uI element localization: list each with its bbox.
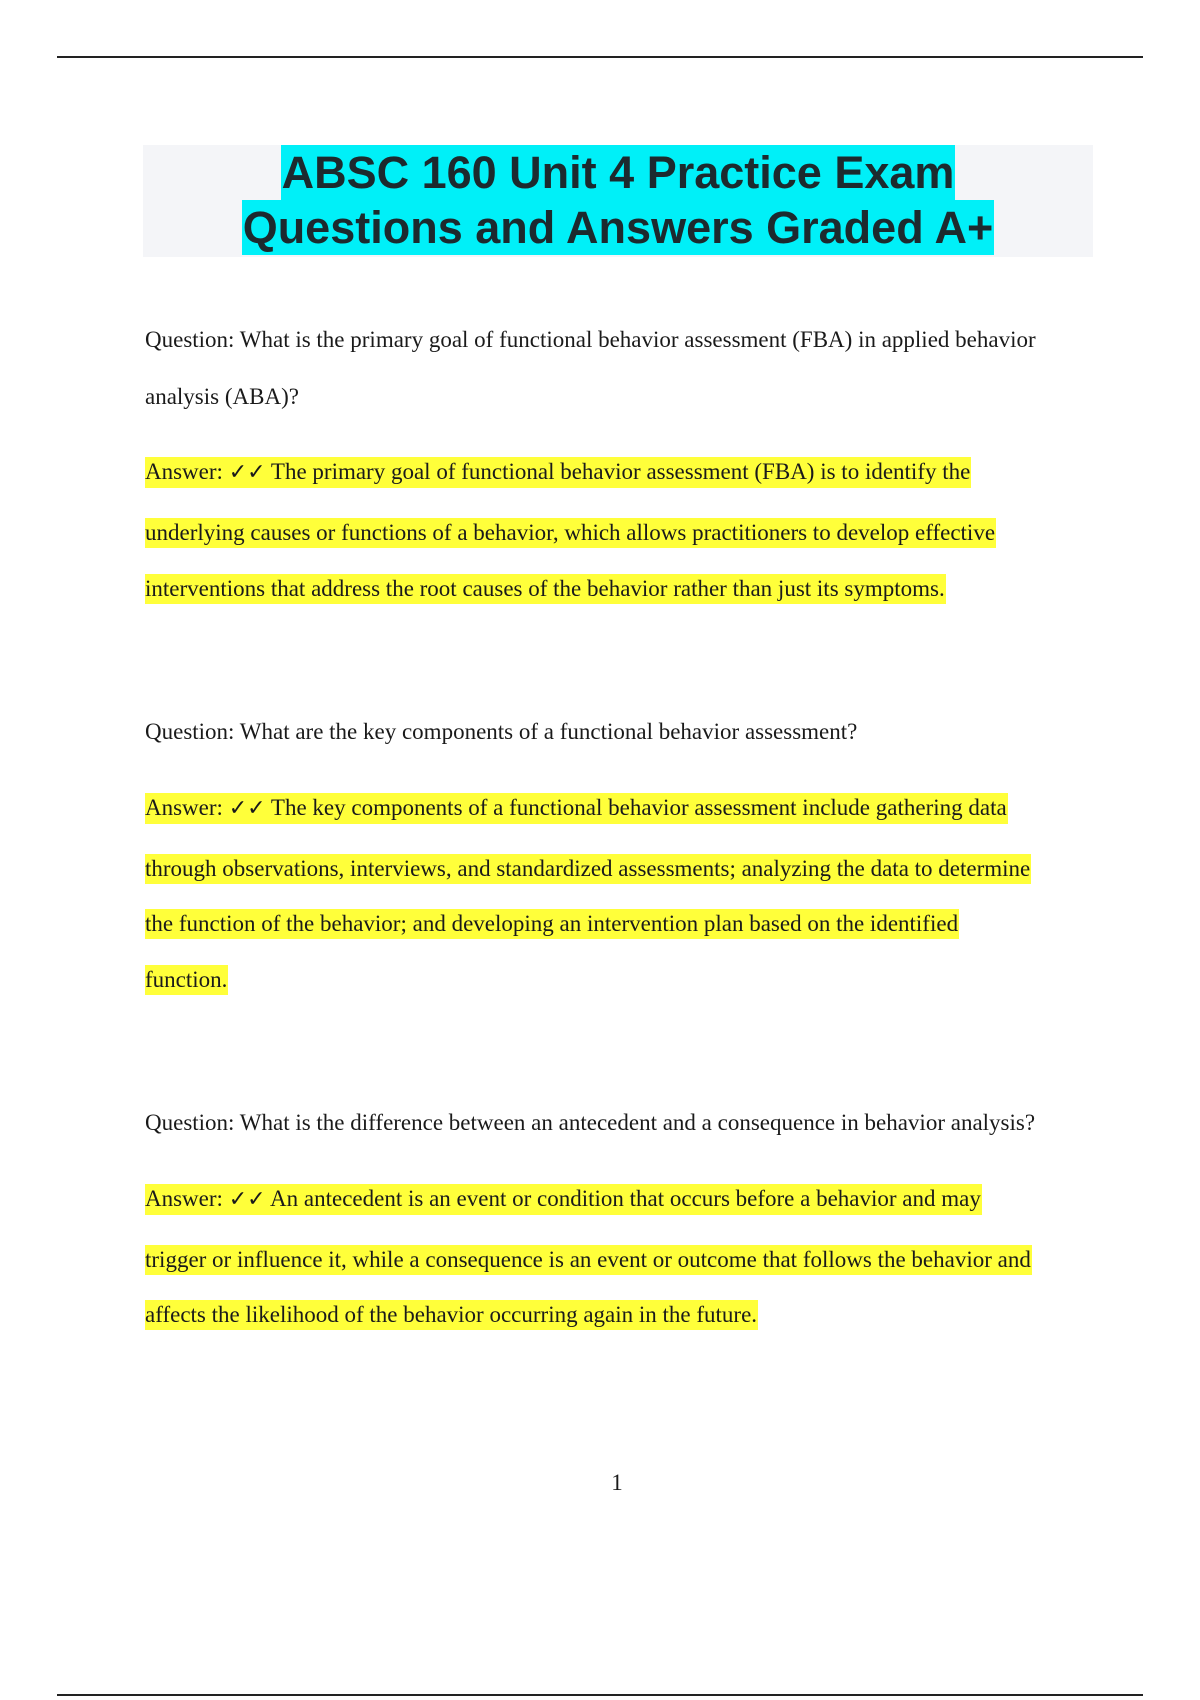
footer-rule [57,1694,1143,1696]
double-check-icon: ✓✓ [228,460,266,485]
page-number: 1 [611,1470,623,1495]
answer-text: The key components of a functional behavior assessment include gathering data [270,795,1007,820]
question-1-line-1: Question: What is the primary goal of functional behavior assessment (FBA) in applied behavior [145,327,1036,352]
answer-3-line-2: trigger or influence it, while a consequence is an event or outcome that follows the behavior and [145,1245,1032,1275]
answer-3-line-1 [145,1184,982,1215]
double-check-icon: ✓✓ [228,796,266,821]
document-title [143,145,1093,257]
answer-1-line-3: interventions that address the root causes of the behavior rather than just its symptoms. [145,574,946,604]
answer-prefix: Answer: [145,795,223,820]
answer-2-line-1 [145,793,1008,824]
question-1-line-2: analysis (ABA)? [145,384,299,409]
answer-1-line-2: underlying causes or functions of a behavior, which allows practitioners to develop effective [145,518,996,548]
title-line-2: Questions and Answers Graded A+ [242,202,994,253]
answer-2-line-3: the function of the behavior; and developing an intervention plan based on the identified [145,909,959,939]
answer-3-line-3: affects the likelihood of the behavior occurring again in the future. [145,1300,758,1330]
answer-2-line-2: through observations, interviews, and standardized assessments; analyzing the data to determine [145,854,1031,884]
answer-text: An antecedent is an event or condition that occurs before a behavior and may [270,1186,981,1211]
double-check-icon: ✓✓ [228,1187,266,1212]
answer-2-line-4: function. [145,965,228,995]
answer-prefix: Answer: [145,1186,223,1211]
answer-text: The primary goal of functional behavior assessment (FBA) is to identify the [270,459,971,484]
question-2-line-1: Question: What are the key components of a functional behavior assessment? [145,719,858,744]
header-rule [57,56,1143,58]
question-3-line-1: Question: What is the difference between an antecedent and a consequence in behavior analysis? [145,1110,1036,1135]
answer-1-line-1 [145,457,971,488]
title-line-1: ABSC 160 Unit 4 Practice Exam [281,147,955,198]
answer-prefix: Answer: [145,459,223,484]
